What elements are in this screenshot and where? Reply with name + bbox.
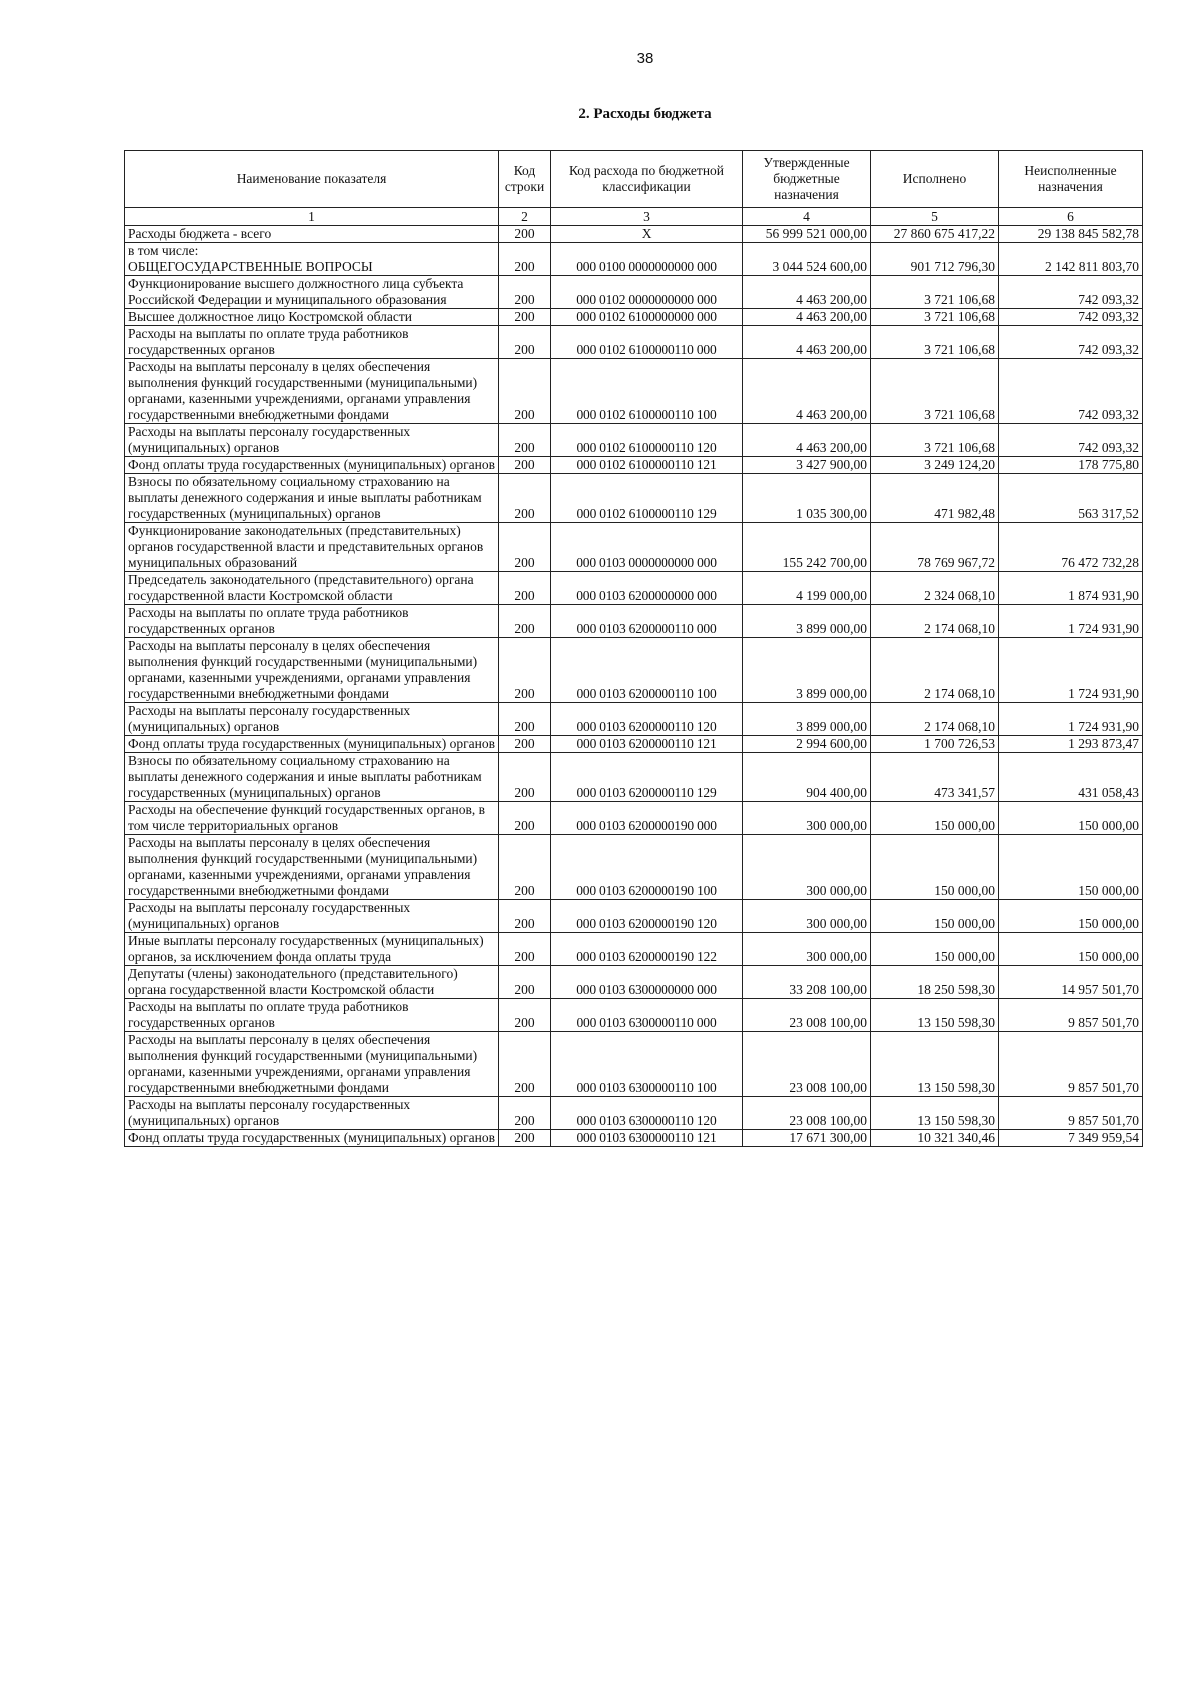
unexecuted-amount: 563 317,52 [999,474,1143,523]
column-number: 4 [743,208,871,226]
row-code: 200 [499,802,551,835]
approved-amount: 4 463 200,00 [743,424,871,457]
unexecuted-amount: 742 093,32 [999,359,1143,424]
table-row [125,359,1143,424]
unexecuted-amount: 150 000,00 [999,835,1143,900]
classification-code: 000 0103 6300000110 000 [551,999,743,1032]
approved-amount: 17 671 300,00 [743,1130,871,1147]
classification-code: 000 0103 0000000000 000 [551,523,743,572]
row-name: Расходы на выплаты по оплате труда работников государственных органов [125,999,499,1032]
unexecuted-amount: 9 857 501,70 [999,1032,1143,1097]
classification-code: 000 0103 6200000000 000 [551,572,743,605]
unexecuted-amount: 150 000,00 [999,802,1143,835]
table-row [125,966,1143,999]
row-name: Председатель законодательного (представительного) органа государственной власти Костромской области [125,572,499,605]
row-code: 200 [499,523,551,572]
unexecuted-amount: 1 724 931,90 [999,605,1143,638]
classification-code: 000 0103 6300000110 120 [551,1097,743,1130]
table-row [125,226,1143,243]
table-row [125,1097,1143,1130]
approved-amount: 4 463 200,00 [743,326,871,359]
row-code: 200 [499,638,551,703]
column-number: 1 [125,208,499,226]
table-row [125,835,1143,900]
executed-amount: 150 000,00 [871,900,999,933]
row-code: 200 [499,474,551,523]
row-code: 200 [499,276,551,309]
executed-amount: 18 250 598,30 [871,966,999,999]
row-code: 200 [499,703,551,736]
row-code: 200 [499,900,551,933]
row-name: в том числе: ОБЩЕГОСУДАРСТВЕННЫЕ ВОПРОСЫ [125,243,499,276]
unexecuted-amount: 9 857 501,70 [999,999,1143,1032]
unexecuted-amount: 742 093,32 [999,424,1143,457]
row-code: 200 [499,1130,551,1147]
executed-amount: 3 249 124,20 [871,457,999,474]
unexecuted-amount: 1 724 931,90 [999,638,1143,703]
table-row [125,703,1143,736]
table-row [125,999,1143,1032]
unexecuted-amount: 150 000,00 [999,933,1143,966]
header-class-code: Код расхода по бюджетной классификации [551,151,743,208]
row-code: 200 [499,605,551,638]
executed-amount: 3 721 106,68 [871,359,999,424]
row-code: 200 [499,1032,551,1097]
classification-code: 000 0103 6200000110 121 [551,736,743,753]
approved-amount: 23 008 100,00 [743,999,871,1032]
table-row [125,309,1143,326]
approved-amount: 300 000,00 [743,835,871,900]
row-code: 200 [499,1097,551,1130]
executed-amount: 10 321 340,46 [871,1130,999,1147]
unexecuted-amount: 742 093,32 [999,326,1143,359]
classification-code: 000 0103 6200000110 000 [551,605,743,638]
row-name: Расходы на выплаты персоналу государственных (муниципальных) органов [125,424,499,457]
approved-amount: 4 463 200,00 [743,359,871,424]
approved-amount: 3 044 524 600,00 [743,243,871,276]
table-header-row [125,151,1143,208]
page-number: 38 [636,50,654,67]
unexecuted-amount: 29 138 845 582,78 [999,226,1143,243]
table-row [125,638,1143,703]
row-name: Депутаты (члены) законодательного (представительного) органа государственной власти Костромской области [125,966,499,999]
table-row [125,243,1143,276]
unexecuted-amount: 14 957 501,70 [999,966,1143,999]
table-row [125,326,1143,359]
row-code: 200 [499,359,551,424]
table-body [125,226,1143,1147]
row-name: Расходы на выплаты персоналу в целях обеспечения выполнения функций государственными (муниципальными) органами, казенными учреждениями, органами управления государственными внебюджетными фондами [125,835,499,900]
row-name: Функционирование высшего должностного лица субъекта Российской Федерации и муниципального образования [125,276,499,309]
table-row [125,523,1143,572]
column-number: 6 [999,208,1143,226]
row-name: Расходы на выплаты персоналу в целях обеспечения выполнения функций государственными (муниципальными) органами, казенными учреждениями, органами управления государственными внебюджетными фондами [125,1032,499,1097]
row-name: Фонд оплаты труда государственных (муниципальных) органов [125,736,499,753]
table-row [125,1032,1143,1097]
table-row [125,753,1143,802]
classification-code: 000 0103 6200000190 100 [551,835,743,900]
unexecuted-amount: 1 874 931,90 [999,572,1143,605]
row-code: 200 [499,966,551,999]
approved-amount: 155 242 700,00 [743,523,871,572]
approved-amount: 300 000,00 [743,900,871,933]
row-name: Расходы на выплаты персоналу в целях обеспечения выполнения функций государственными (муниципальными) органами, казенными учреждениями, органами управления государственными внебюджетными фондами [125,638,499,703]
approved-amount: 4 199 000,00 [743,572,871,605]
unexecuted-amount: 742 093,32 [999,276,1143,309]
row-code: 200 [499,243,551,276]
classification-code: 000 0102 6100000110 129 [551,474,743,523]
row-code: 200 [499,457,551,474]
header-executed: Исполнено [871,151,999,208]
executed-amount: 2 174 068,10 [871,703,999,736]
approved-amount: 3 899 000,00 [743,703,871,736]
row-name: Расходы на выплаты по оплате труда работников государственных органов [125,605,499,638]
table-row [125,736,1143,753]
row-name: Расходы на выплаты персоналу государственных (муниципальных) органов [125,900,499,933]
row-code: 200 [499,424,551,457]
unexecuted-amount: 150 000,00 [999,900,1143,933]
table-row [125,474,1143,523]
row-name: Высшее должностное лицо Костромской области [125,309,499,326]
approved-amount: 56 999 521 000,00 [743,226,871,243]
approved-amount: 3 899 000,00 [743,605,871,638]
classification-code: 000 0103 6300000110 121 [551,1130,743,1147]
approved-amount: 33 208 100,00 [743,966,871,999]
executed-amount: 150 000,00 [871,802,999,835]
column-numbers-row [125,208,1143,226]
unexecuted-amount: 9 857 501,70 [999,1097,1143,1130]
row-name: Расходы на выплаты по оплате труда работников государственных органов [125,326,499,359]
classification-code: 000 0102 6100000110 000 [551,326,743,359]
row-code: 200 [499,572,551,605]
unexecuted-amount: 76 472 732,28 [999,523,1143,572]
table-row [125,900,1143,933]
table-row [125,276,1143,309]
executed-amount: 473 341,57 [871,753,999,802]
executed-amount: 3 721 106,68 [871,276,999,309]
executed-amount: 2 174 068,10 [871,638,999,703]
approved-amount: 4 463 200,00 [743,276,871,309]
executed-amount: 78 769 967,72 [871,523,999,572]
section-title: 2. Расходы бюджета [578,106,712,122]
executed-amount: 901 712 796,30 [871,243,999,276]
executed-amount: 150 000,00 [871,933,999,966]
executed-amount: 150 000,00 [871,835,999,900]
executed-amount: 2 174 068,10 [871,605,999,638]
row-code: 200 [499,326,551,359]
row-name: Фонд оплаты труда государственных (муниципальных) органов [125,1130,499,1147]
row-name: Иные выплаты персоналу государственных (муниципальных) органов, за исключением фонда оплаты труда [125,933,499,966]
table-row [125,424,1143,457]
approved-amount: 3 427 900,00 [743,457,871,474]
row-name: Фонд оплаты труда государственных (муниципальных) органов [125,457,499,474]
approved-amount: 23 008 100,00 [743,1097,871,1130]
unexecuted-amount: 7 349 959,54 [999,1130,1143,1147]
approved-amount: 904 400,00 [743,753,871,802]
approved-amount: 23 008 100,00 [743,1032,871,1097]
approved-amount: 1 035 300,00 [743,474,871,523]
column-number: 5 [871,208,999,226]
executed-amount: 1 700 726,53 [871,736,999,753]
executed-amount: 27 860 675 417,22 [871,226,999,243]
row-name: Расходы на выплаты персоналу государственных (муниципальных) органов [125,1097,499,1130]
table-row [125,933,1143,966]
approved-amount: 3 899 000,00 [743,638,871,703]
header-approved: Утвержденные бюджетные назначения [743,151,871,208]
header-row-code: Код строки [499,151,551,208]
header-unexecuted: Неисполненные назначения [999,151,1143,208]
unexecuted-amount: 431 058,43 [999,753,1143,802]
executed-amount: 471 982,48 [871,474,999,523]
row-name: Взносы по обязательному социальному страхованию на выплаты денежного содержания и иные выплаты работникам государственных (муниципальных) органов [125,474,499,523]
row-name: Функционирование законодательных (представительных) органов государственной власти и представительных органов муниципальных образований [125,523,499,572]
row-code: 200 [499,999,551,1032]
classification-code: 000 0103 6200000190 000 [551,802,743,835]
budget-expenses-table [124,150,1143,1147]
classification-code: 000 0103 6200000110 100 [551,638,743,703]
classification-code: 000 0103 6300000110 100 [551,1032,743,1097]
classification-code: 000 0102 0000000000 000 [551,276,743,309]
table-row [125,605,1143,638]
executed-amount: 2 324 068,10 [871,572,999,605]
approved-amount: 300 000,00 [743,802,871,835]
table-row [125,802,1143,835]
executed-amount: 13 150 598,30 [871,999,999,1032]
header-name: Наименование показателя [125,151,499,208]
row-name: Расходы на обеспечение функций государственных органов, в том числе территориальных органов [125,802,499,835]
classification-code: 000 0103 6300000000 000 [551,966,743,999]
column-number: 2 [499,208,551,226]
unexecuted-amount: 742 093,32 [999,309,1143,326]
table-row [125,457,1143,474]
approved-amount: 2 994 600,00 [743,736,871,753]
classification-code: 000 0100 0000000000 000 [551,243,743,276]
row-code: 200 [499,309,551,326]
row-name: Расходы бюджета - всего [125,226,499,243]
executed-amount: 3 721 106,68 [871,326,999,359]
row-code: 200 [499,835,551,900]
unexecuted-amount: 1 293 873,47 [999,736,1143,753]
row-name: Расходы на выплаты персоналу государственных (муниципальных) органов [125,703,499,736]
classification-code: 000 0103 6200000190 120 [551,900,743,933]
classification-code: 000 0103 6200000190 122 [551,933,743,966]
classification-code: 000 0103 6200000110 129 [551,753,743,802]
classification-code: 000 0102 6100000110 120 [551,424,743,457]
unexecuted-amount: 178 775,80 [999,457,1143,474]
table-row [125,572,1143,605]
executed-amount: 13 150 598,30 [871,1032,999,1097]
table-row [125,1130,1143,1147]
classification-code: 000 0102 6100000000 000 [551,309,743,326]
unexecuted-amount: 1 724 931,90 [999,703,1143,736]
classification-code: X [551,226,743,243]
classification-code: 000 0102 6100000110 100 [551,359,743,424]
row-code: 200 [499,753,551,802]
row-name: Расходы на выплаты персоналу в целях обеспечения выполнения функций государственными (муниципальными) органами, казенными учреждениями, органами управления государственными внебюджетными фондами [125,359,499,424]
approved-amount: 4 463 200,00 [743,309,871,326]
column-number: 3 [551,208,743,226]
approved-amount: 300 000,00 [743,933,871,966]
classification-code: 000 0103 6200000110 120 [551,703,743,736]
row-code: 200 [499,226,551,243]
executed-amount: 3 721 106,68 [871,424,999,457]
row-name: Взносы по обязательному социальному страхованию на выплаты денежного содержания и иные выплаты работникам государственных (муниципальных) органов [125,753,499,802]
unexecuted-amount: 2 142 811 803,70 [999,243,1143,276]
classification-code: 000 0102 6100000110 121 [551,457,743,474]
executed-amount: 13 150 598,30 [871,1097,999,1130]
executed-amount: 3 721 106,68 [871,309,999,326]
row-code: 200 [499,736,551,753]
row-code: 200 [499,933,551,966]
